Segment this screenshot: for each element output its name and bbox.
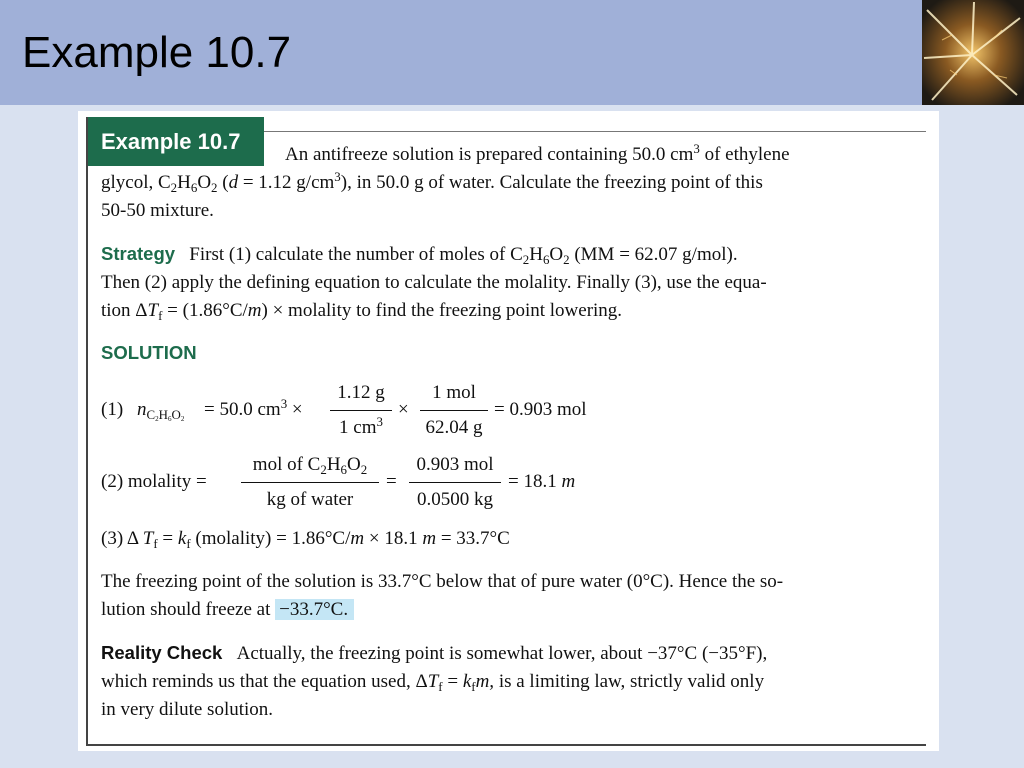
problem-line-3: 50-50 mixture.: [101, 200, 214, 221]
corner-photo: [922, 0, 1024, 105]
frame-bottom-rule: [86, 744, 926, 746]
slide-title: Example 10.7: [22, 28, 292, 77]
conclusion-line-1: The freezing point of the solution is 33.7°C below that of pure water (0°C). Hence the so-: [101, 571, 784, 592]
problem-line-2: glycol, $C_2H_6O_2$ (d = 1.12 $g/cm^3$), in 50.0 g of water. Calculate the freezing point of this: [101, 168, 763, 195]
reality-line-2: which reminds us that the equation used, $\Delta T_f = k_fm$, is a limiting law, strictly valid only: [101, 671, 765, 694]
step1-density-numerator: 1.12 g: [337, 382, 385, 403]
answer-highlight: −33.7°C.: [275, 599, 354, 620]
conclusion-line-2: lution should freeze at −33.7°C.: [101, 598, 354, 622]
frame-left-rule: [86, 117, 88, 745]
fraction-bar: [409, 482, 501, 483]
step1-mm-denominator: 62.04 g: [425, 417, 483, 438]
step1-molar-mass-fraction: [420, 381, 488, 440]
strategy-line-3: tion $\Delta T_f = (1.86^\circ C/m)$ × molality to find the freezing point lowering.: [101, 300, 623, 323]
strategy-line-1: Strategy First (1) calculate the number of moles of $C_2H_6O_2$ (MM = 62.07 g/mol).: [101, 243, 738, 267]
step1-times: ×: [398, 399, 409, 420]
step1-label: (1): [101, 399, 124, 420]
step2-value-fraction: [409, 453, 501, 512]
strategy-line-2: Then (2) apply the defining equation to calculate the molality. Finally (3), use the equa-: [101, 272, 767, 293]
step1-density-fraction: [330, 381, 392, 440]
step2-molality-fraction: [241, 453, 379, 512]
step1-mm-numerator: 1 mol: [432, 382, 476, 403]
step3-equation: (3) Δ $T_f = k_f$ (molality) = 1.86°C/m × 18.1 m = 33.7°C: [101, 528, 510, 551]
frame-top-rule: [264, 131, 926, 132]
strategy-heading: Strategy: [101, 243, 176, 264]
step2-numerator: mol of $C_2H_6O_2$: [252, 454, 368, 477]
step1-density-denominator: 1 $cm^3$: [339, 413, 383, 438]
problem-line-1: An antifreeze solution is prepared containing 50.0 $cm^3$ of ethylene: [285, 140, 790, 165]
fraction-bar: [241, 482, 379, 483]
step1-result: = 0.903 mol: [494, 399, 587, 420]
step1-moles-symbol: $n_{C2H6O2}$: [137, 399, 185, 423]
example-label: Example 10.7: [88, 117, 264, 166]
ice-crystal-photo: [922, 0, 1024, 105]
step2-denominator: kg of water: [266, 489, 354, 510]
step1-volume: = 50.0 $cm^3$ ×: [204, 395, 303, 420]
step2-label: (2) molality =: [101, 471, 207, 492]
step2-value-denominator: 0.0500 kg: [417, 489, 493, 510]
fraction-bar: [330, 410, 392, 411]
reality-check-heading: Reality Check: [101, 642, 223, 663]
reality-line-1: Reality Check Actually, the freezing point is somewhat lower, about −37°C (−35°F),: [101, 642, 768, 664]
solution-heading: SOLUTION: [101, 342, 197, 363]
fraction-bar: [420, 410, 488, 411]
step2-value-numerator: 0.903 mol: [416, 454, 494, 475]
reality-line-3: in very dilute solution.: [101, 699, 274, 720]
step2-result: = 18.1 m: [508, 471, 576, 492]
step2-equals: =: [386, 471, 397, 492]
